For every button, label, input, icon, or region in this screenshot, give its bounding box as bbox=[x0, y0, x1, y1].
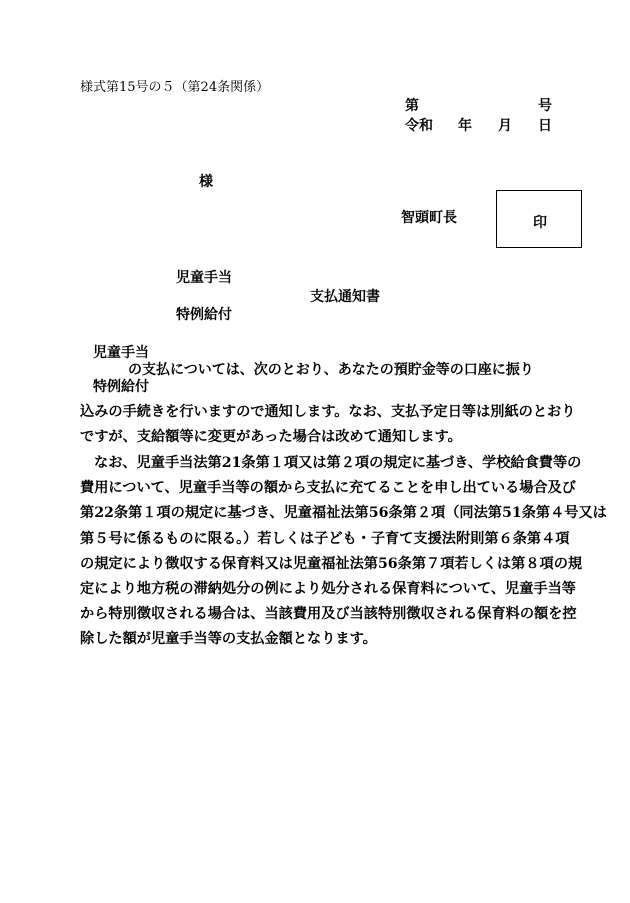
number-prefix: 第 bbox=[405, 98, 419, 114]
paragraph-line: ですが、支給額等に変更があった場合は改めて通知します。 bbox=[80, 429, 462, 445]
date-era: 令和 bbox=[405, 118, 433, 134]
paragraph-option-bottom: 特例給付 bbox=[93, 379, 149, 395]
date-day: 日 bbox=[538, 118, 552, 134]
paragraph-line: なお、児童手当法第21条第１項又は第２項の規定に基づき、学校給食費等の bbox=[94, 455, 582, 471]
paragraph-option-top: 児童手当 bbox=[93, 345, 149, 361]
paragraph-line: 第５号に係るものに限る。）若しくは子ども・子育て支援法附則第６条第４項 bbox=[80, 531, 570, 547]
paragraph-line: 込みの手続きを行いますので通知します。なお、支払予定日等は別紙のとおり bbox=[80, 404, 576, 420]
title-option-top: 児童手当 bbox=[176, 270, 232, 286]
paragraph-first-line: の支払については、次のとおり、あなたの預貯金等の口座に振り bbox=[128, 362, 534, 378]
addressee-suffix: 様 bbox=[199, 174, 213, 190]
paragraph-line: 費用について、児童手当等の額から支払に充てることを申し出ている場合及び bbox=[80, 480, 576, 496]
seal-mark: 印 bbox=[533, 215, 547, 231]
paragraph-line: 第22条第１項の規定に基づき、児童福祉法第56条第２項（同法第51条第４号又は bbox=[80, 505, 607, 521]
paragraph-line: の規定により徴収する保育料又は児童福祉法第56条第７項若しくは第８項の規 bbox=[80, 556, 583, 572]
paragraph-line: 定により地方税の滞納処分の例により処分される保育料について、児童手当等 bbox=[80, 581, 576, 597]
paragraph-line: 除した額が児童手当等の支払金額となります。 bbox=[80, 631, 377, 647]
date-month: 月 bbox=[498, 118, 512, 134]
form-label: 様式第15号の５（第24条関係） bbox=[80, 80, 270, 95]
title-option-bottom: 特例給付 bbox=[176, 307, 232, 323]
issuer-name: 智頭町長 bbox=[401, 210, 457, 226]
seal-box bbox=[496, 190, 582, 248]
date-year: 年 bbox=[458, 118, 472, 134]
title-main: 支払通知書 bbox=[310, 289, 380, 305]
number-suffix: 号 bbox=[538, 98, 552, 114]
paragraph-line: から特別徴収される場合は、当該費用及び当該特別徴収される保育料の額を控 bbox=[80, 606, 577, 622]
